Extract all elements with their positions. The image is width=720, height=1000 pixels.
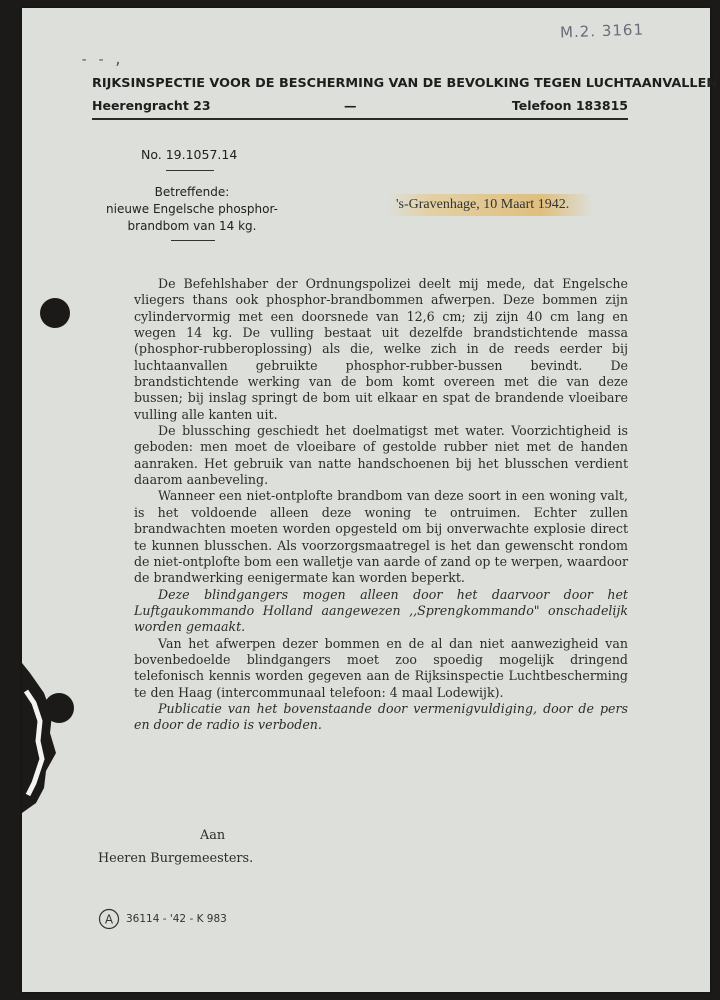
letterhead-phone: Telefoon 183815	[511, 98, 628, 113]
letterhead-rule	[92, 118, 628, 120]
reference-number: No. 19.1057.14	[141, 147, 238, 162]
subject-block	[82, 184, 302, 235]
subject-label: Betreffende:	[154, 185, 230, 199]
addressee-name: Heeren Burgemeesters.	[98, 851, 254, 866]
body-paragraph-6: Publicatie van het bovenstaande door vermenigvuldiging, door de pers en door de radio is verboden.	[134, 700, 628, 733]
subject-rule	[171, 240, 215, 241]
addressee-to: Aan	[200, 828, 226, 843]
place-and-date: 's-Gravenhage, 10 Maart 1942.	[388, 194, 593, 216]
printer-logo-icon	[98, 908, 120, 930]
body-paragraph-3: Wanneer een niet-ontplofte brandbom van deze soort in een woning valt, is het voldoende alleen deze woning te ontruimen. Echter zullen brandwachten moeten worden opgesteld om bij onverwachte explosie direct te kunnen blusschen. Als voorzorgsmaatregel is het dan gewenscht rondom de niet-ontplofte bom een walletje van aarde of zand op te werpen, waardoor de brandwerking eenigermate kan worden beperkt.	[134, 488, 628, 586]
margin-tick-mark: - - ,	[80, 52, 123, 68]
body-paragraph-1: De Befehlshaber der Ordnungspolizei deelt mij mede, dat Engelsche vliegers thans ook phosphor-brandbommen afwerpen. Deze bommen zijn cylindervormig met een doorsnede van 12,6 cm; zij zijn 40 cm lang en wegen 14 kg. De vulling bestaat uit dezelfde brandstichtende massa (phosphor-rubberoplossing) als die, welke zich in de reeds eerder bij luchtaanvallen gebruikte phosphor-rubber-bussen bevindt. De brandstichtende werking van de bom komt overeen met die van deze bussen; bij inslag springt de bom uit elkaar en spat de brandende vloeibare vulling alle kanten uit.	[134, 276, 628, 422]
body-paragraph-2: De blussching geschiedt het doelmatigst met water. Voorzichtigheid is geboden: men moet de vloeibare of gestolde rubber niet met de handen aanraken. Het gebruik van natte handschoenen bij het blusschen verdient daarom aanbeveling.	[134, 423, 628, 488]
document-page	[22, 8, 718, 992]
letter-body	[134, 276, 628, 734]
subject-line-2: brandbom van 14 kg.	[127, 219, 257, 233]
body-paragraph-5: Van het afwerpen dezer bommen en de al dan niet aanwezigheid van bovenbedoelde blindgangers moet zoo spoedig mogelijk dringend telefonisch kennis worden gegeven aan de Rijksinspectie Luchtbescherming te den Haag (intercommunaal telefoon: 4 maal Lodewijk).	[134, 635, 628, 700]
body-paragraph-4: Deze blindgangers mogen alleen door het daarvoor door het Luftgaukommando Holland aangewezen ,,Sprengkommando" onschadelijk worden gemaakt.	[134, 586, 628, 635]
printer-logo-letter: A	[104, 912, 114, 927]
printer-code-text: 36114 - '42 - K 983	[126, 913, 227, 925]
subject-line-1: nieuwe Engelsche phosphor-	[106, 202, 278, 216]
letterhead-separator: —	[344, 98, 357, 113]
torn-edge	[22, 663, 74, 813]
letterhead-title: RIJKSINSPECTIE VOOR DE BESCHERMING VAN DE BEVOLKING TEGEN LUCHTAANVALLEN	[92, 76, 718, 91]
letterhead-address: Heerengracht 23	[92, 98, 211, 113]
punch-hole-top	[40, 298, 70, 328]
archive-reference-mark: M.2. 3161	[559, 20, 645, 42]
printer-code	[98, 908, 227, 930]
reference-number-rule	[166, 170, 214, 171]
